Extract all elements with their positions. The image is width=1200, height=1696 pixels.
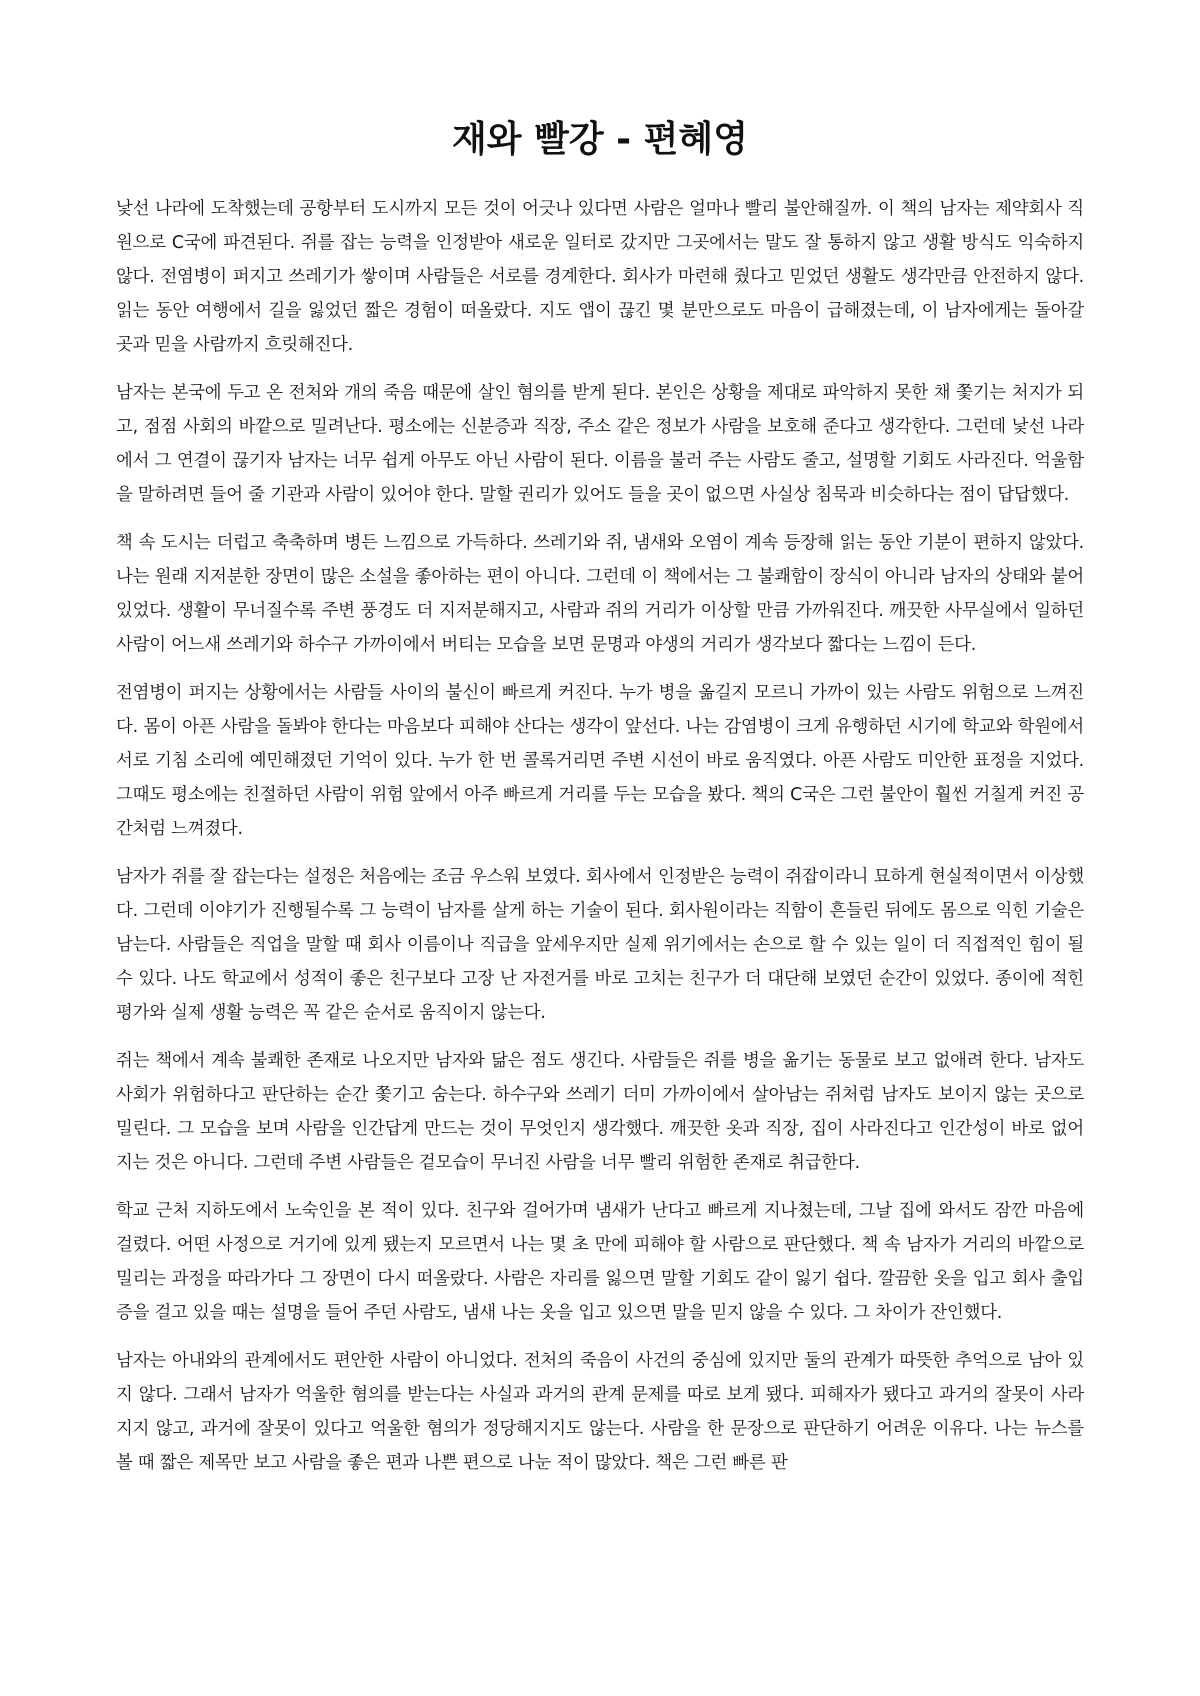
paragraph-3: 책 속 도시는 더럽고 축축하며 병든 느낌으로 가득하다. 쓰레기와 쥐, 냄새와 오염이 계속 등장해 읽는 동안 기분이 편하지 않았다. 나는 원래 지저분한 장면이 많은 소설을 좋아하는 편이 아니다. 그런데 이 책에서는 그 불쾌함이 장식이 아니라 남자의 상태와 붙어 있었다. 생활이 무너질수록 주변 풍경도 더 지저분해지고, 사람과 쥐의 거리가 이상할 만큼 가까워진다. 깨끗한 사무실에서 일하던 사람이 어느새 쓰레기와 하수구 가까이에서 버티는 모습을 보면 문명과 야생의 거리가 생각보다 짧다는 느낌이 든다.	[116, 533, 1084, 655]
paragraph-5: 남자가 쥐를 잘 잡는다는 설정은 처음에는 조금 우스워 보였다. 회사에서 인정받은 능력이 쥐잡이라니 묘하게 현실적이면서 이상했다. 그런데 이야기가 진행될수록 그 능력이 남자를 살게 하는 기술이 된다. 회사원이라는 직함이 흔들린 뒤에도 몸으로 익힌 기술은 남는다. 사람들은 직업을 말할 때 회사 이름이나 직급을 앞세우지만 실제 위기에서는 손으로 할 수 있는 일이 더 직접적인 힘이 될 수 있다. 나도 학교에서 성적이 좋은 친구보다 고장 난 자전거를 바로 고치는 친구가 더 대단해 보였던 순간이 있었다. 종이에 적힌 평가와 실제 생활 능력은 꼭 같은 순서로 움직이지 않는다.	[116, 867, 1084, 1023]
paragraph-4: 전염병이 퍼지는 상황에서는 사람들 사이의 불신이 빠르게 커진다. 누가 병을 옮길지 모르니 가까이 있는 사람도 위험으로 느껴진다. 몸이 아픈 사람을 돌봐야 한다는 마음보다 피해야 산다는 생각이 앞선다. 나는 감염병이 크게 유행하던 시기에 학교와 학원에서 서로 기침 소리에 예민해졌던 기억이 있다. 누가 한 번 콜록거리면 주변 시선이 바로 움직였다. 아픈 사람도 미안한 표정을 지었다. 그때도 평소에는 친절하던 사람이 위험 앞에서 아주 빠르게 거리를 두는 모습을 봤다. 책의 C국은 그런 불안이 훨씬 거칠게 커진 공간처럼 느껴졌다.	[116, 683, 1084, 839]
paragraph-6: 쥐는 책에서 계속 불쾌한 존재로 나오지만 남자와 닮은 점도 생긴다. 사람들은 쥐를 병을 옮기는 동물로 보고 없애려 한다. 남자도 사회가 위험하다고 판단하는 순간 쫓기고 숨는다. 하수구와 쓰레기 더미 가까이에서 살아남는 쥐처럼 남자도 보이지 않는 곳으로 밀린다. 그 모습을 보며 사람을 인간답게 만드는 것이 무엇인지 생각했다. 깨끗한 옷과 직장, 집이 사라진다고 인간성이 바로 없어지는 것은 아니다. 그런데 주변 사람들은 겉모습이 무너진 사람을 너무 빨리 위험한 존재로 취급한다.	[116, 1051, 1084, 1173]
paragraph-8: 남자는 아내와의 관계에서도 편안한 사람이 아니었다. 전처의 죽음이 사건의 중심에 있지만 둘의 관계가 따뜻한 추억으로 남아 있지 않다. 그래서 남자가 억울한 혐의를 받는다는 사실과 과거의 관계 문제를 따로 보게 됐다. 피해자가 됐다고 과거의 잘못이 사라지지 않고, 과거에 잘못이 있다고 억울한 혐의가 정당해지지도 않는다. 사람을 한 문장으로 판단하기 어려운 이유다. 나는 뉴스를 볼 때 짧은 제목만 보고 사람을 좋은 편과 나쁜 편으로 나눈 적이 많았다. 책은 그런 빠른 판	[116, 1351, 1084, 1473]
paragraph-7: 학교 근처 지하도에서 노숙인을 본 적이 있다. 친구와 걸어가며 냄새가 난다고 빠르게 지나쳤는데, 그날 집에 와서도 잠깐 마음에 걸렸다. 어떤 사정으로 거기에 있게 됐는지 모르면서 나는 몇 초 만에 피해야 할 사람으로 판단했다. 책 속 남자가 거리의 바깥으로 밀리는 과정을 따라가다 그 장면이 다시 떠올랐다. 사람은 자리를 잃으면 말할 기회도 같이 잃기 쉽다. 깔끔한 옷을 입고 회사 출입증을 걸고 있을 때는 설명을 들어 주던 사람도, 냄새 나는 옷을 입고 있으면 말을 믿지 않을 수 있다. 그 차이가 잔인했다.	[116, 1201, 1084, 1323]
paragraph-1: 낯선 나라에 도착했는데 공항부터 도시까지 모든 것이 어긋나 있다면 사람은 얼마나 빨리 불안해질까. 이 책의 남자는 제약회사 직원으로 C국에 파견된다. 쥐를 잡는 능력을 인정받아 새로운 일터로 갔지만 그곳에서는 말도 잘 통하지 않고 생활 방식도 익숙하지 않다. 전염병이 퍼지고 쓰레기가 쌓이며 사람들은 서로를 경계한다. 회사가 마련해 줬다고 믿었던 생활도 생각만큼 안전하지 않다. 읽는 동안 여행에서 길을 잃었던 짧은 경험이 떠올랐다. 지도 앱이 끊긴 몇 분만으로도 마음이 급해졌는데, 이 남자에게는 돌아갈 곳과 믿을 사람까지 흐릿해진다.	[116, 199, 1084, 355]
document-page	[116, 118, 1084, 1494]
paragraph-2: 남자는 본국에 두고 온 전처와 개의 죽음 때문에 살인 혐의를 받게 된다. 본인은 상황을 제대로 파악하지 못한 채 쫓기는 처지가 되고, 점점 사회의 바깥으로 밀려난다. 평소에는 신분증과 직장, 주소 같은 정보가 사람을 보호해 준다고 생각한다. 그런데 낯선 나라에서 그 연결이 끊기자 남자는 너무 쉽게 아무도 아닌 사람이 된다. 이름을 불러 주는 사람도 줄고, 설명할 기회도 사라진다. 억울함을 말하려면 들어 줄 기관과 사람이 있어야 한다. 말할 권리가 있어도 들을 곳이 없으면 사실상 침묵과 비슷하다는 점이 답답했다.	[116, 383, 1084, 505]
document-title: 재와 빨강 - 편혜영	[452, 119, 748, 160]
